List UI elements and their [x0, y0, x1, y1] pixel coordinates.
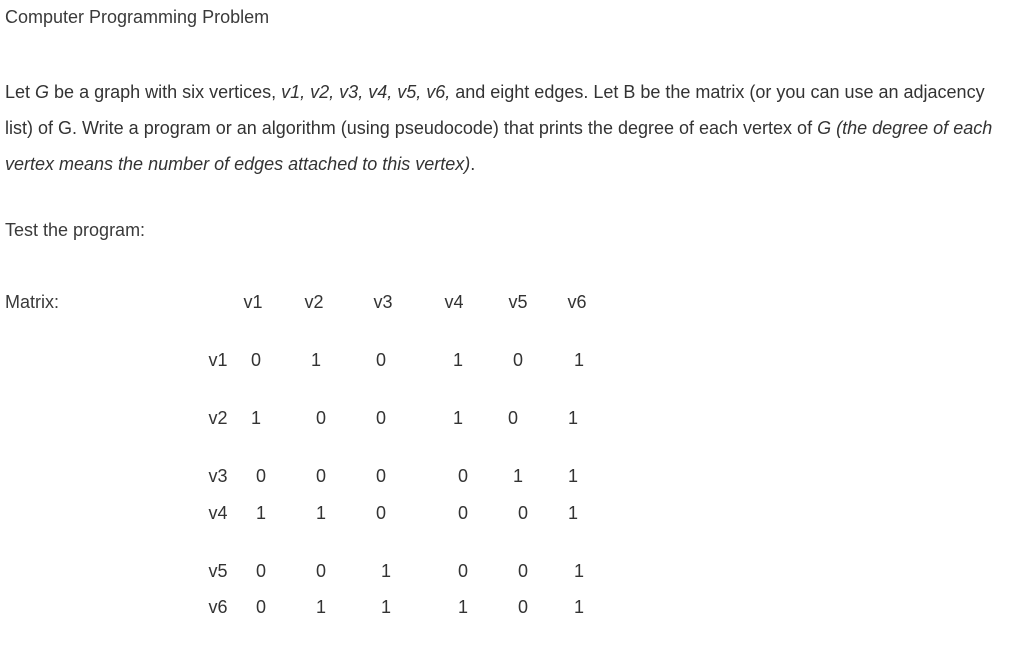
- graph-symbol-2: G: [817, 118, 832, 138]
- problem-text-1: Let: [5, 82, 36, 102]
- matrix-column-header: v3: [373, 292, 393, 312]
- matrix-cell: 1: [573, 561, 585, 581]
- problem-text-2: be a graph with six vertices,: [49, 82, 282, 102]
- matrix-cell: 0: [457, 503, 469, 523]
- matrix-cell: 0: [315, 561, 327, 581]
- matrix-cell: 1: [573, 350, 585, 370]
- matrix-cell: 1: [380, 597, 392, 617]
- matrix-label: Matrix:: [5, 292, 59, 312]
- matrix-cell: 1: [380, 561, 392, 581]
- matrix-cell: 0: [512, 350, 524, 370]
- matrix-column-header: v2: [304, 292, 324, 312]
- matrix-cell: 1: [315, 597, 327, 617]
- matrix-cell: 1: [452, 350, 464, 370]
- matrix-cell: 0: [507, 408, 519, 428]
- matrix-row-header: v1: [208, 350, 228, 370]
- problem-text-5: .: [470, 154, 476, 174]
- vertices-list: v1, v2, v3, v4, v5, v6,: [281, 82, 451, 102]
- matrix-row-header: v3: [208, 466, 228, 486]
- matrix-cell: 1: [255, 503, 267, 523]
- matrix-cell: 0: [375, 408, 387, 428]
- matrix-cell: 1: [452, 408, 464, 428]
- matrix-cell: 1: [315, 503, 327, 523]
- matrix-cell: 1: [250, 408, 262, 428]
- matrix-cell: 0: [255, 561, 267, 581]
- matrix-row-header: v2: [208, 408, 228, 428]
- matrix-cell: 0: [255, 466, 267, 486]
- page-title: Computer Programming Problem: [5, 7, 270, 27]
- matrix-cell: 1: [457, 597, 469, 617]
- matrix-column-header: v5: [508, 292, 528, 312]
- matrix-cell: 0: [255, 597, 267, 617]
- matrix-cell: 0: [457, 466, 469, 486]
- matrix-cell: 0: [517, 597, 529, 617]
- matrix-row-header: v5: [208, 561, 228, 581]
- matrix-cell: 0: [315, 466, 327, 486]
- matrix-cell: 1: [567, 408, 579, 428]
- matrix-cell: 0: [250, 350, 262, 370]
- matrix-cell: 1: [567, 503, 579, 523]
- test-label: Test the program:: [5, 220, 146, 240]
- degree-definition-note: (the degree of each vertex means the number of edges attached to this vertex): [5, 118, 993, 174]
- graph-symbol: G: [35, 82, 50, 102]
- problem-text-3: and eight edges. Let B be the matrix (or you can use an adjacency list) of G. Write a program or an algorithm (using pseudocode) that prints the degree of each vertex of: [5, 82, 985, 138]
- matrix-cell: 1: [573, 597, 585, 617]
- matrix-cell: 1: [512, 466, 524, 486]
- matrix-cell: 1: [567, 466, 579, 486]
- matrix-column-header: v6: [567, 292, 587, 312]
- matrix-cell: 0: [375, 350, 387, 370]
- matrix-column-header: v1: [243, 292, 263, 312]
- matrix-column-header: v4: [444, 292, 464, 312]
- matrix-row-header: v4: [208, 503, 228, 523]
- matrix-cell: 0: [517, 561, 529, 581]
- matrix-cell: 0: [315, 408, 327, 428]
- matrix-cell: 1: [310, 350, 322, 370]
- matrix-cell: 0: [517, 503, 529, 523]
- problem-statement: [5, 74, 1015, 182]
- matrix-row-header: v6: [208, 597, 228, 617]
- matrix-cell: 0: [375, 466, 387, 486]
- matrix-cell: 0: [457, 561, 469, 581]
- matrix-cell: 0: [375, 503, 387, 523]
